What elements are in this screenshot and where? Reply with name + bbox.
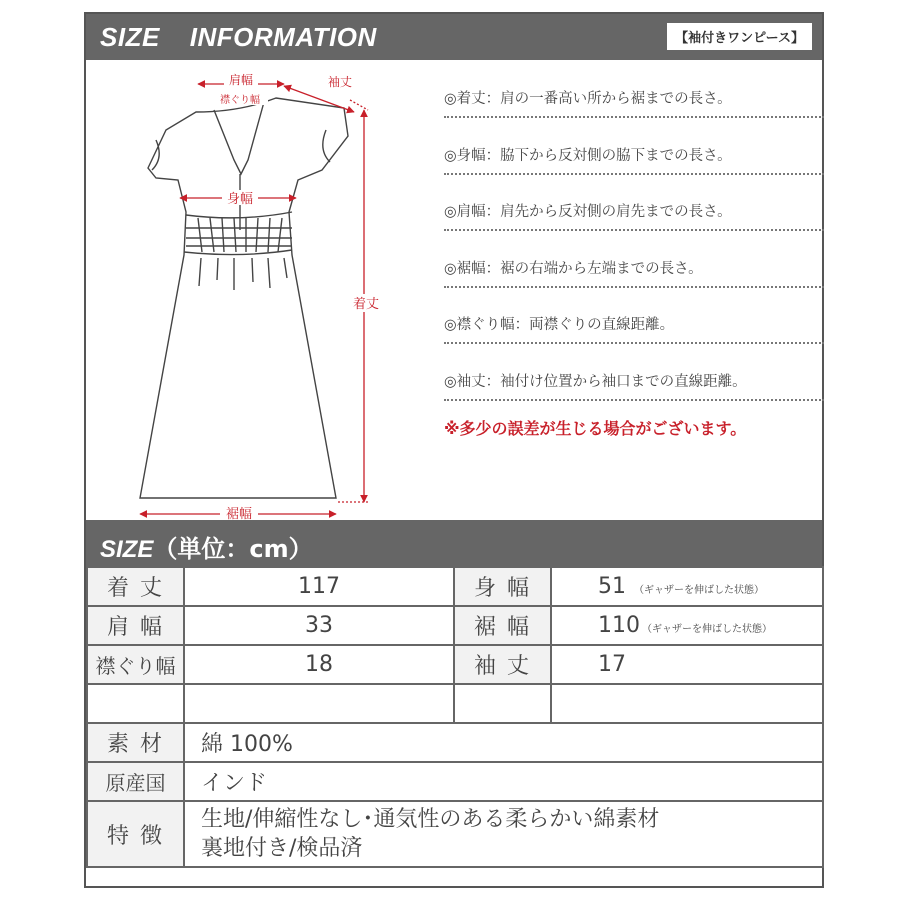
- cell-label: 肩 幅: [87, 606, 184, 645]
- title-size: SIZE: [100, 22, 160, 52]
- size-table: [86, 566, 824, 868]
- table-row: [87, 645, 823, 684]
- header-bar: [86, 14, 822, 60]
- material-label: 素 材: [87, 723, 184, 762]
- measure-arrows: [140, 84, 368, 514]
- measurement-notes: [444, 86, 824, 439]
- cell-value: 18: [184, 645, 454, 684]
- cell-label: 裾 幅: [454, 606, 551, 645]
- cell-value: 17: [551, 645, 823, 684]
- label-body-width: 身幅: [226, 192, 254, 207]
- label-shoulder: 肩幅: [228, 73, 254, 87]
- features-label: 特 徴: [87, 801, 184, 867]
- table-row: [87, 801, 823, 867]
- table-row: [87, 567, 823, 606]
- note-neck: ◎襟ぐり幅：両襟ぐりの直線距離。: [444, 312, 824, 344]
- error-warning: ※多少の誤差が生じる場合がございます。: [444, 418, 747, 438]
- table-row: [87, 684, 823, 723]
- table-row: [87, 723, 823, 762]
- product-tag: 【袖付きワンピース】: [667, 23, 812, 50]
- features-line-1: 生地/伸縮性なし･通気性のある柔らかい綿素材: [201, 807, 660, 832]
- label-sleeve: 袖丈: [327, 75, 353, 89]
- dress-outline: [140, 98, 348, 498]
- cell-value: 33: [184, 606, 454, 645]
- label-neck: 襟ぐり幅: [220, 95, 260, 106]
- table-row: [87, 606, 823, 645]
- cell-label: 身 幅: [454, 567, 551, 606]
- label-hem: 裾幅: [225, 507, 253, 520]
- features-value: [184, 801, 823, 867]
- features-line-2: 裏地付き/検品済: [201, 836, 363, 861]
- note-shoulder: ◎肩幅：肩先から反対側の肩先までの長さ。: [444, 199, 824, 231]
- material-value: 綿 100%: [184, 723, 823, 762]
- size-section-title: SIZE（単位：cm）: [100, 535, 313, 563]
- table-row: [87, 762, 823, 801]
- note-length: ◎着丈：肩の一番高い所から裾までの長さ。: [444, 86, 824, 118]
- dress-diagram: [86, 60, 426, 520]
- size-info-card: [84, 12, 824, 888]
- label-length: 着丈: [352, 297, 380, 312]
- origin-label: 原産国: [87, 762, 184, 801]
- cell-value: 110 （ギャザーを伸ばした状態）: [551, 606, 823, 645]
- note-body-width: ◎身幅：脇下から反対側の脇下までの長さ。: [444, 143, 824, 175]
- note-sleeve: ◎袖丈：袖付け位置から袖口までの直線距離。: [444, 369, 824, 401]
- cell-label: 着 丈: [87, 567, 184, 606]
- note-hem: ◎裾幅：裾の右端から左端までの長さ。: [444, 256, 824, 288]
- title-information: INFORMATION: [189, 22, 377, 52]
- origin-value: インド: [184, 762, 823, 801]
- cell-label: 襟ぐり幅: [87, 645, 184, 684]
- size-header-bar: [86, 520, 822, 566]
- cell-value: 51 （ギャザーを伸ばした状態）: [551, 567, 823, 606]
- cell-label: 袖 丈: [454, 645, 551, 684]
- cell-value: 117: [184, 567, 454, 606]
- page-title: [100, 22, 377, 53]
